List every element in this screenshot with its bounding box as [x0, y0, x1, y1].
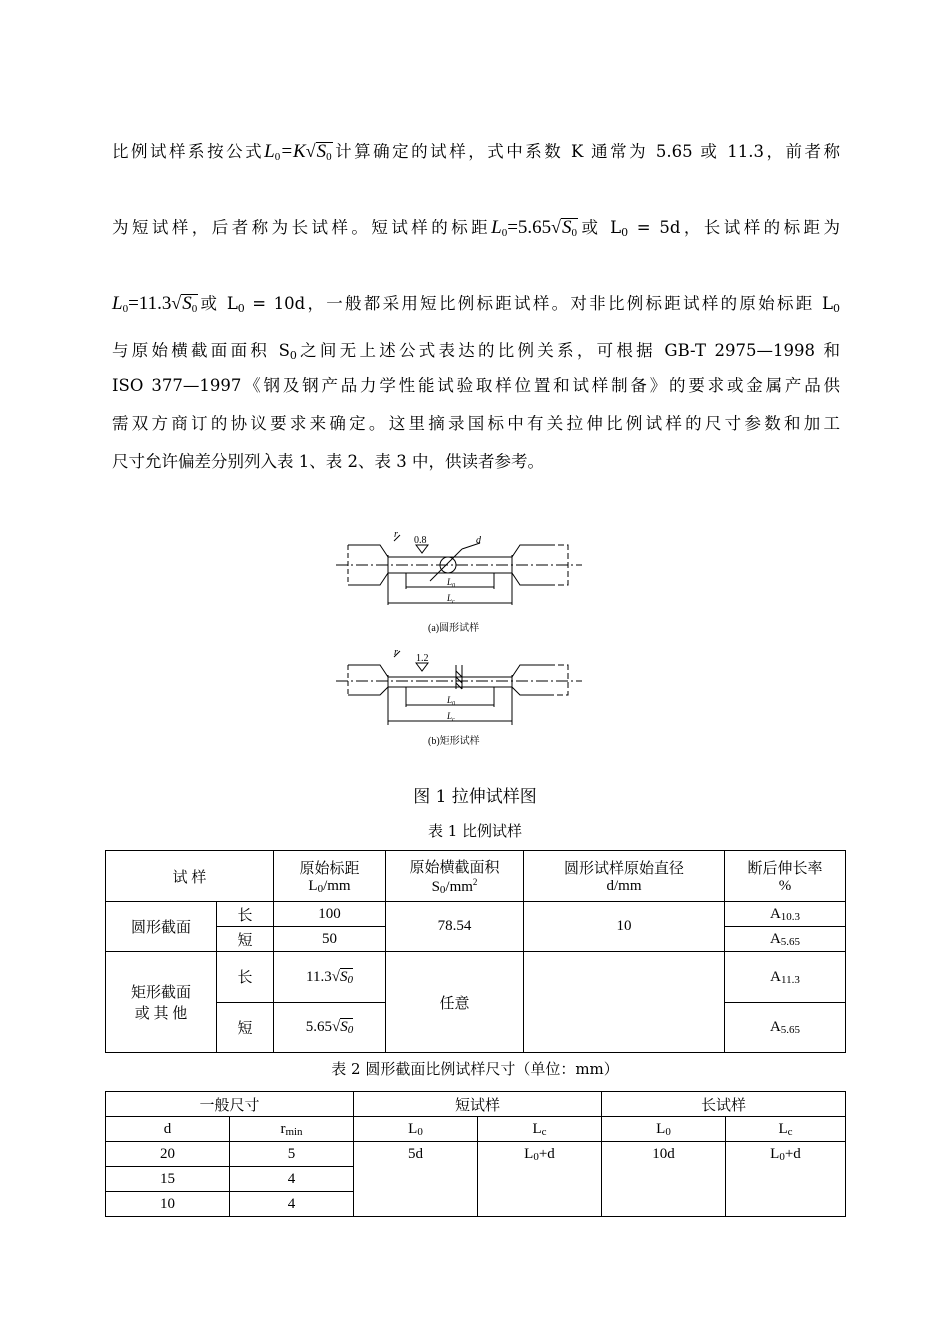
t1-h-dia: 圆形试样原始直径 d/mm [524, 851, 725, 902]
t2-long-L0: 10d [602, 1142, 726, 1217]
table-row-d: 20 [106, 1142, 230, 1167]
paragraph-line-1: 比例试样系按公式$L_0=K√S_0$计算确定的试样，式中系数 K 通常为 5.65 或 11.3，前者称 [112, 140, 840, 168]
formula-general: $L_0=K√S_0$ [264, 141, 332, 162]
paragraph-line-7: 尺寸允许偏差分别列入表 1、表 2、表 3 中，供读者参考。 [112, 452, 544, 471]
t2-h-long: 长试样 [602, 1092, 846, 1117]
caption-b: (b)矩形试样 [428, 736, 480, 747]
table-row-d: 15 [106, 1167, 230, 1192]
paragraph-line-2: 为短试样，后者称为长试样。短试样的标距$L_0=5.65√S_0$或 $L_0 = 5d$，长试样的标距为 [112, 216, 840, 244]
t1-round-short-gauge: 50 [274, 927, 386, 952]
t2-h-long-Lc: Lc [726, 1117, 846, 1142]
t1-a565-round: A5.65 [725, 927, 846, 952]
t2-h-short-L0: L0 [354, 1117, 478, 1142]
t1-h-area: 原始横截面积 $S0/mm^2$ [386, 851, 524, 902]
t1-rect-long-gauge: 11.3√S0 [274, 952, 386, 1003]
t1-a113: A11.3 [725, 952, 846, 1003]
t2-long-Lc: L0+d [726, 1142, 846, 1217]
paragraph-line-3: $L_0=11.3√S_0$或 $L_0 = 10d$，一般都采用短比例标距试样。对非比例标距试样的原始标距 $L_0$ [112, 292, 840, 320]
t1-h-specimen: 试 样 [106, 851, 274, 902]
t1-round-dia: 10 [524, 902, 725, 952]
t1-h-gauge: 原始标距 L0/mm [274, 851, 386, 902]
paragraph-line-6: 需双方商订的协议要求来确定。这里摘录国标中有关拉伸比例试样的尺寸参数和加工 [112, 414, 840, 433]
t1-rect-area: 任意 [386, 952, 524, 1053]
table-row-r: 4 [230, 1167, 354, 1192]
t2-h-r: rmin [230, 1117, 354, 1142]
t1-a565-rect: A5.65 [725, 1003, 846, 1053]
label-d: d [476, 535, 481, 546]
t1-a103: A10.3 [725, 902, 846, 927]
table-row-r: 5 [230, 1142, 354, 1167]
label-Lc-a: $L_c$ [447, 593, 455, 605]
t1-h-elong: 断后伸长率 % [725, 851, 846, 902]
label-L0-a: $L_0$ [447, 577, 456, 589]
t1-round-area: 78.54 [386, 902, 524, 952]
t2-h-d: d [106, 1117, 230, 1142]
t2-h-long-L0: L0 [602, 1117, 726, 1142]
t2-h-general: 一般尺寸 [106, 1092, 354, 1117]
label-r-a: r [394, 529, 398, 540]
figure-title: 图 1 拉伸试样图 [413, 787, 537, 807]
table1-title: 表 1 比例试样 [427, 822, 523, 840]
label-L0-b: $L_0$ [447, 695, 456, 707]
t2-h-short-Lc: Lc [478, 1117, 602, 1142]
label-roughness-a: 0.8 [414, 535, 427, 546]
t1-round-long-gauge: 100 [274, 902, 386, 927]
table2-title: 表 2 圆形截面比例试样尺寸（单位：mm） [331, 1060, 619, 1078]
t1-rect-short-gauge: 5.65√S0 [274, 1003, 386, 1053]
t1-round-long: 长 [217, 902, 274, 927]
table-2 [105, 1091, 846, 1217]
t2-h-short: 短试样 [354, 1092, 602, 1117]
formula-long: $L_0=11.3√S_0$ [112, 293, 198, 314]
figure-rect-specimen [330, 645, 590, 750]
t1-rect: 矩形截面 或 其 他 [106, 952, 217, 1053]
table-row-d: 10 [106, 1192, 230, 1217]
label-r-b: r [394, 647, 398, 658]
t2-short-Lc: L0+d [478, 1142, 602, 1217]
t1-rect-long: 长 [217, 952, 274, 1003]
formula-short: $L_0=5.65√S_0$ [491, 217, 578, 238]
paragraph-line-4: 与原始横截面面积 $S_0$之间无上述公式表达的比例关系，可根据 GB-T 2975—1998 和 [112, 341, 840, 362]
t2-short-L0: 5d [354, 1142, 478, 1217]
t1-round: 圆形截面 [106, 902, 217, 952]
t1-round-short: 短 [217, 927, 274, 952]
label-Lc-b: $L_c$ [447, 711, 455, 723]
paragraph-line-5: ISO 377—1997《钢及钢产品力学性能试验取样位置和试样制备》的要求或金属产品供 [112, 376, 840, 395]
table-row-r: 4 [230, 1192, 354, 1217]
caption-a: (a)圆形试样 [428, 623, 480, 634]
t1-rect-short: 短 [217, 1003, 274, 1053]
figure-round-specimen [330, 525, 590, 637]
label-roughness-b: 1.2 [416, 653, 429, 664]
t1-rect-dia [524, 952, 725, 1053]
table-1 [105, 850, 846, 1053]
